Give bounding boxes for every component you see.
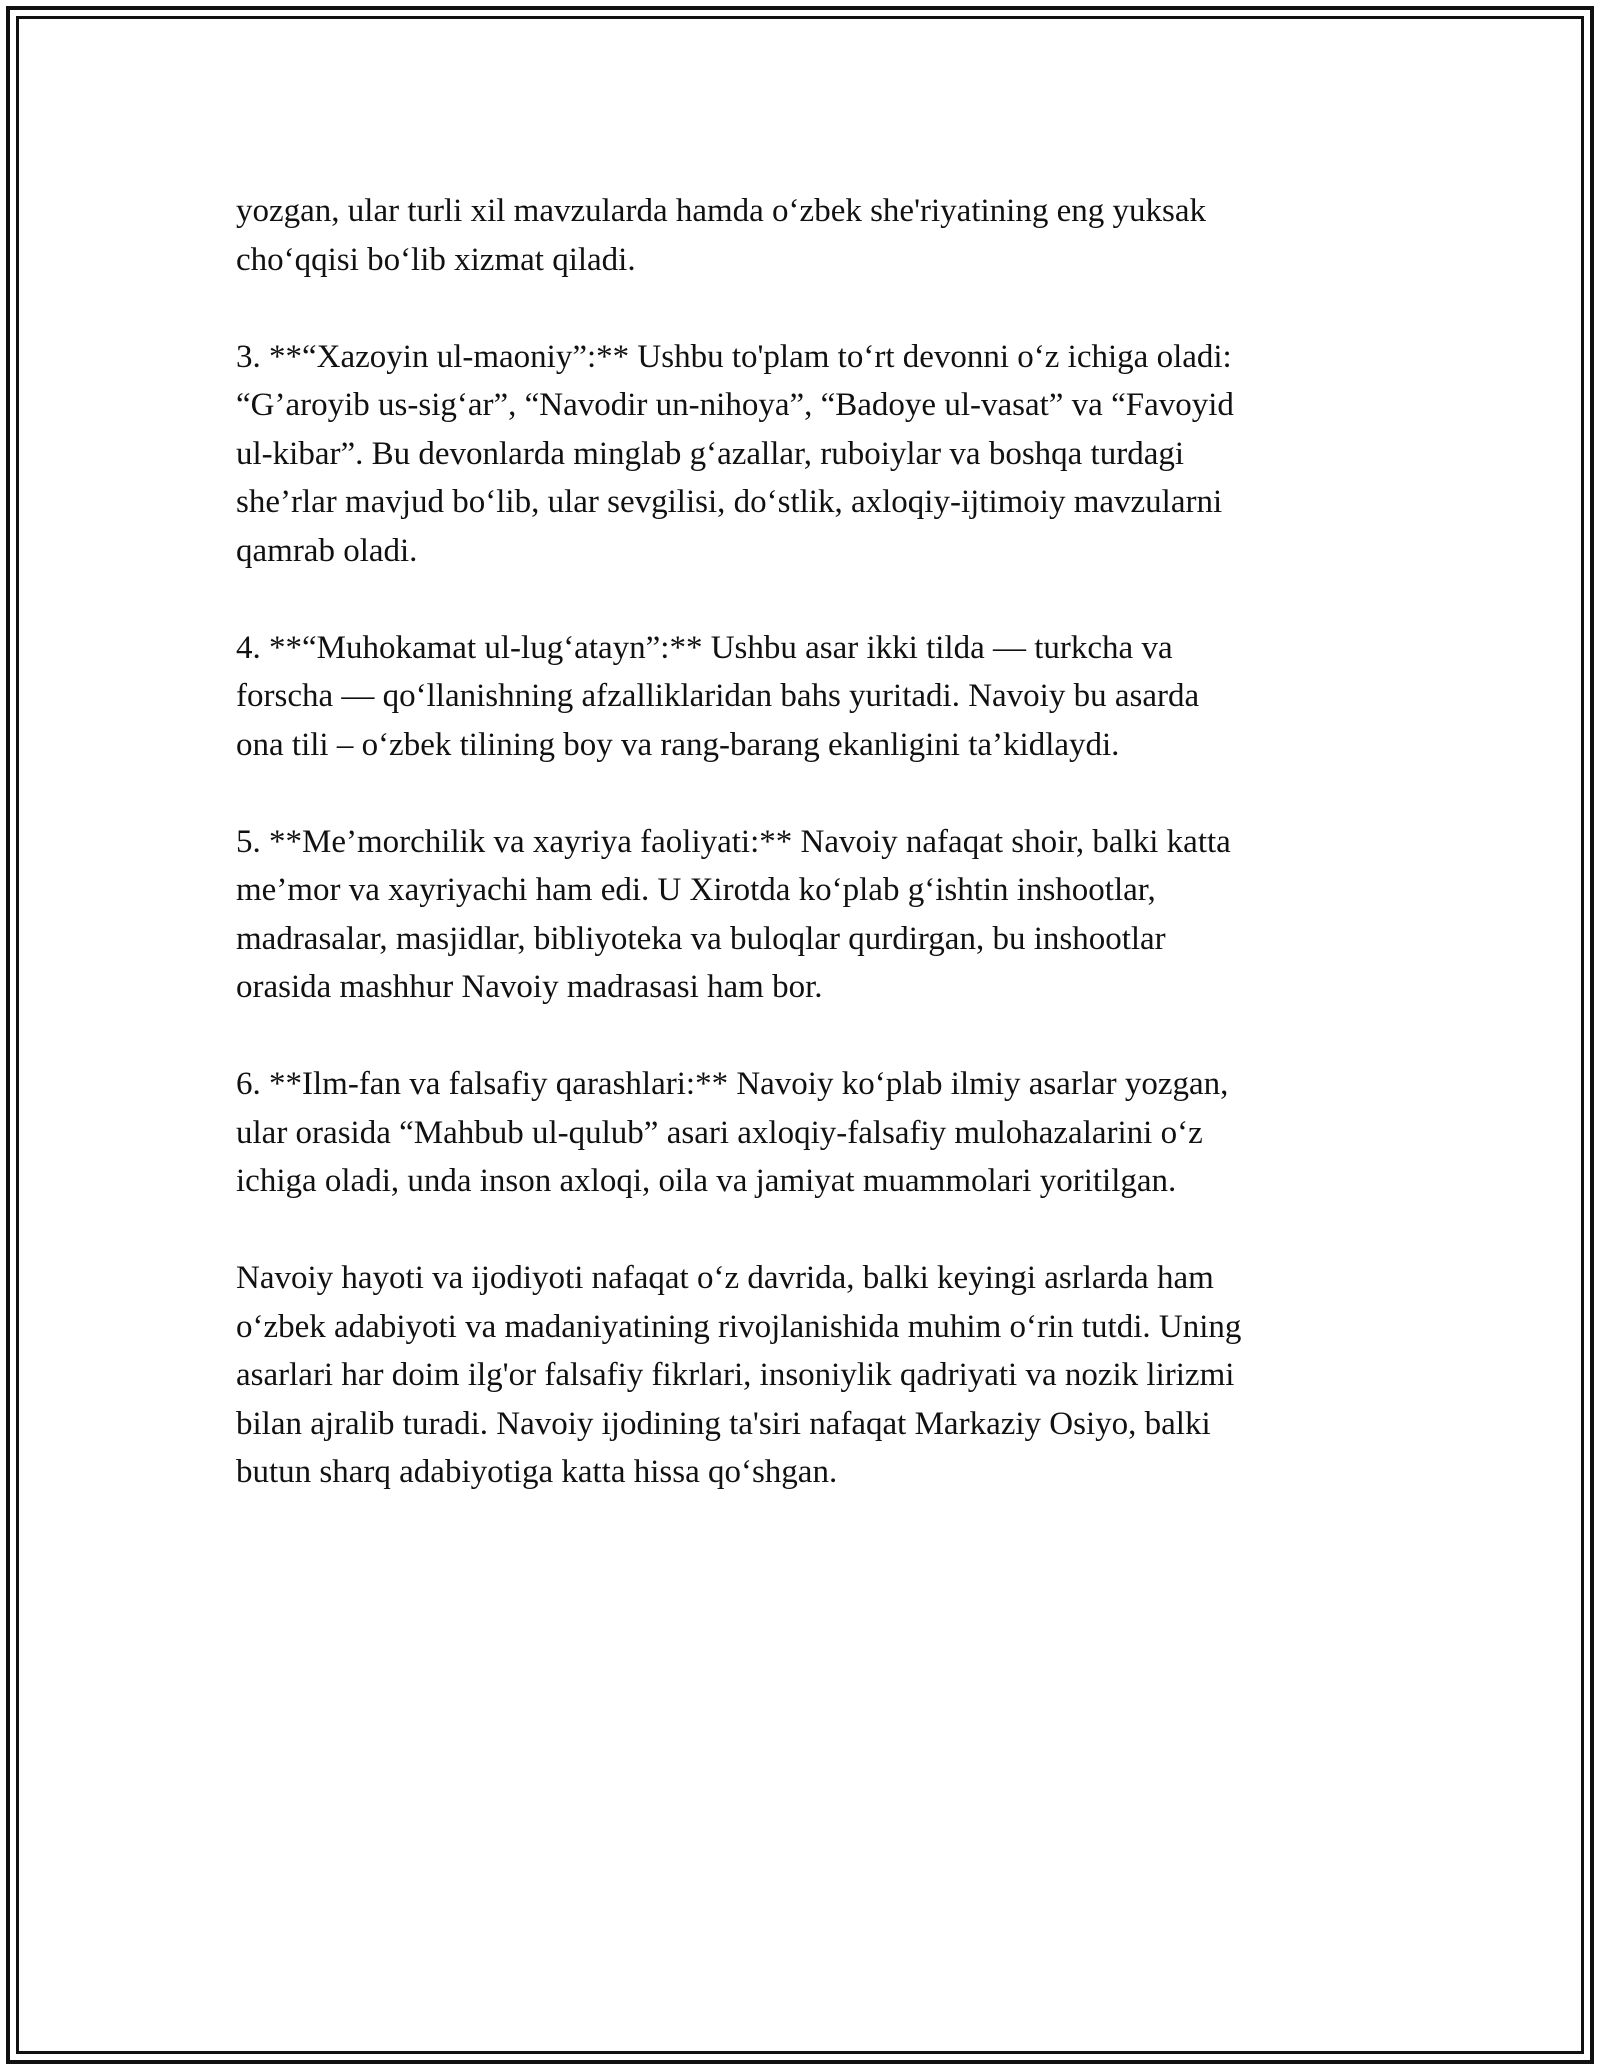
paragraph-item-6 [236,1060,1366,1206]
paragraph-item-5 [236,818,1366,1012]
text-line: 5. **Me’morchilik va xayriya faoliyati:** Navoiy nafaqat shoir, balki katta [236,823,1231,860]
text-line: 3. **“Xazoyin ul-maoniy”:** Ushbu to'plam to‘rt devonni o‘z ichiga oladi: [236,338,1232,375]
text-line: ul-kibar”. Bu devonlarda minglab g‘azallar, ruboiylar va boshqa turdagi [236,435,1185,472]
paragraph-item-3 [236,333,1366,576]
text-line: asarlari har doim ilg'or falsafiy fikrlari, insoniylik qadriyati va nozik lirizmi [236,1357,1235,1393]
text-line: she’rlar mavjud bo‘lib, ular sevgilisi, do‘stlik, axloqiy-ijtimoiy mavzularni [236,484,1223,520]
text-line: yozgan, ular turli xil mavzularda hamda o‘zbek she'riyatining eng yuksak [236,193,1206,229]
text-line: orasida mashhur Navoiy madrasasi ham bor. [236,969,823,1005]
text-line: me’mor va xayriyachi ham edi. U Xirotda ko‘plab g‘ishtin inshootlar, [236,872,1156,908]
text-line: madrasalar, masjidlar, bibliyoteka va buloqlar qurdirgan, bu inshootlar [236,920,1166,957]
paragraph-item-4 [236,624,1366,770]
text-line: ular orasida “Mahbub ul-qulub” asari axloqiy-falsafiy mulohazalarini o‘z [236,1114,1203,1151]
text-line: bilan ajralib turadi. Navoiy ijodining ta'siri nafaqat Markaziy Osiyo, balki [236,1405,1211,1442]
text-line: o‘zbek adabiyoti va madaniyatining rivojlanishida muhim o‘rin tutdi. Uning [236,1308,1242,1345]
text-line: ichiga oladi, unda inson axloqi, oila va jamiyat muammolari yoritilgan. [236,1163,1177,1199]
paragraph-conclusion [236,1254,1366,1497]
text-line: 4. **“Muhokamat ul-lug‘atayn”:** Ushbu asar ikki tilda — turkcha va [236,629,1173,666]
document-body [236,187,1366,1545]
text-line: Navoiy hayoti va ijodiyoti nafaqat o‘z davrida, balki keyingi asrlarda ham [236,1260,1214,1296]
text-line: forscha — qo‘llanishning afzalliklaridan bahs yuritadi. Navoiy bu asarda [236,678,1200,714]
paragraph-intro-continuation [236,187,1366,284]
text-line: butun sharq adabiyotiga katta hissa qo‘shgan. [236,1454,838,1490]
text-line: “G’aroyib us-sig‘ar”, “Navodir un-nihoya”, “Badoye ul-vasat” va “Favoyid [236,387,1234,423]
text-line: 6. **Ilm-fan va falsafiy qarashlari:** Navoiy ko‘plab ilmiy asarlar yozgan, [236,1066,1229,1102]
text-line: ona tili – o‘zbek tilining boy va rang-barang ekanligini ta’kidlaydi. [236,726,1120,763]
text-line: cho‘qqisi bo‘lib xizmat qiladi. [236,241,636,278]
text-line: qamrab oladi. [236,532,418,569]
